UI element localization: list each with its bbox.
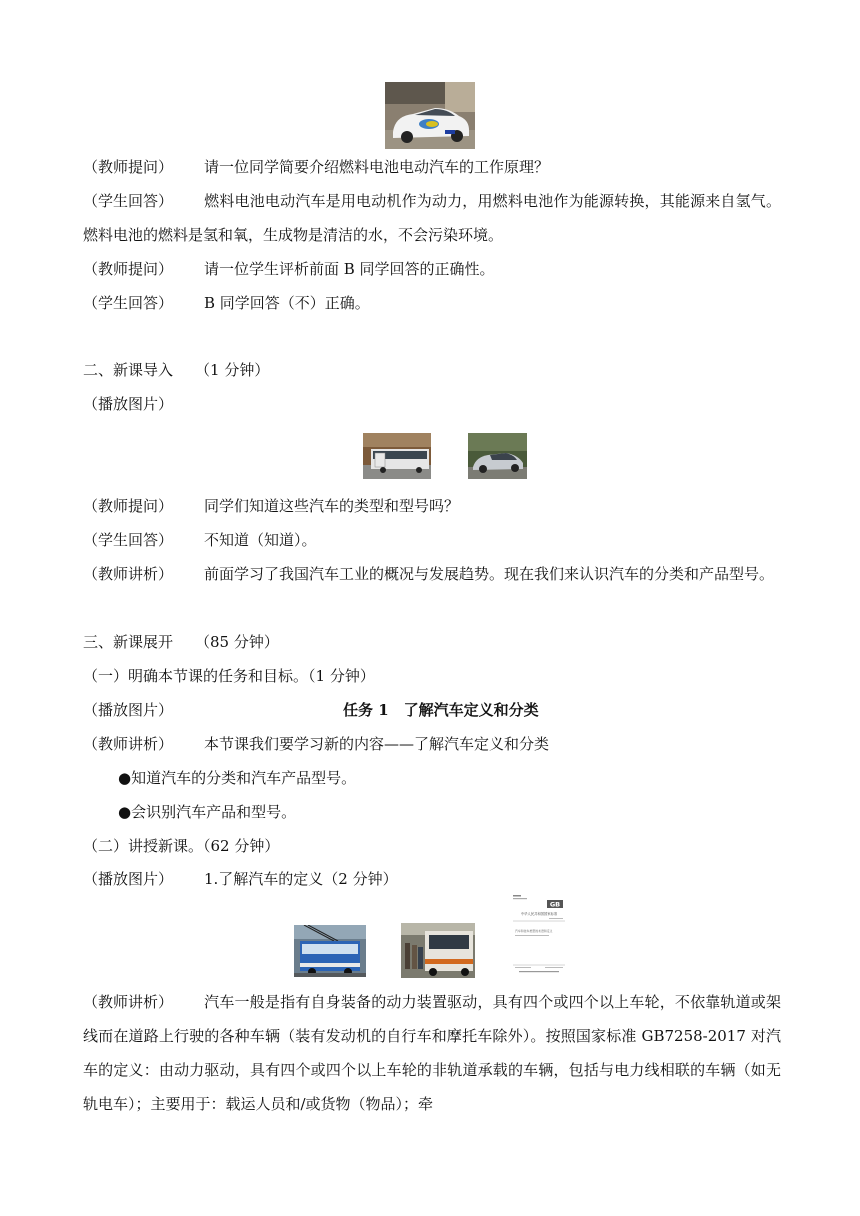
qa-text: 前面学习了我国汽车工业的概况与发展趋势。现在我们来认识汽车的分类和产品型号。 xyxy=(204,565,775,583)
articulated-bus-photo xyxy=(363,433,431,479)
qa-text: 不知道（知道）。 xyxy=(204,531,317,549)
gb-title-text: 汽车和挂车类型的术语和定义 xyxy=(515,929,553,933)
section-title: 三、新课展开 xyxy=(83,633,174,651)
qa-text: 同学们知道这些汽车的类型和型号吗？ xyxy=(204,497,460,515)
task-title: 任务 1 了解汽车定义和分类 xyxy=(343,701,539,719)
qa-text: 本节课我们要学习新的内容——了解汽车定义和分类 xyxy=(204,735,550,753)
qa-text: 请一位学生评析前面 B 同学回答的正确性。 xyxy=(204,260,495,278)
speaker-label: （教师提问） xyxy=(83,497,174,515)
subsection-text: （一）明确本节课的任务和目标。（1 分钟） xyxy=(83,667,375,685)
topic-text: 1.了解汽车的定义（2 分钟） xyxy=(204,870,398,888)
definition-paragraph xyxy=(83,985,781,1121)
goal-item xyxy=(83,768,818,788)
speaker-label: （教师提问） xyxy=(83,260,174,278)
task-row xyxy=(83,700,783,720)
goal-text: ●会识别汽车产品和型号。 xyxy=(118,803,297,821)
gb-logo-text: GB xyxy=(549,900,561,909)
section-heading xyxy=(83,360,783,380)
gb-header-text: 中华人民共和国国家标准 xyxy=(520,912,558,916)
qa-text: 燃料电池电动汽车是用电动机作为动力，用燃料电池作为能源转换，其能源来自氢气。燃料电池的燃料是氢和氧，生成物是清洁的水，不会污染环境。 xyxy=(83,192,781,244)
qa-paragraph xyxy=(83,557,781,591)
speaker-label: （学生回答） xyxy=(83,531,174,549)
gb-standard-document xyxy=(509,893,569,976)
trolleybus-photo xyxy=(294,925,366,977)
qa-text: 请一位同学简要介绍燃料电池电动汽车的工作原理？ xyxy=(204,158,550,176)
fuel-cell-car-photo xyxy=(385,82,475,149)
definition-text: 汽车一般是指有自身装备的动力装置驱动，具有四个或四个以上车轮，不依靠轨道或架线而在道路上行驶的各种车辆（装有发动机的自行车和摩托车除外）。按照国家标准 GB7258-2017 对汽车的定义：由动力驱动，具有四个或四个以上车轮的非轨道承载的车辆，包括与电力线相联的车辆（如无轨电车）；主要用于：载运人员和/或货物（物品）；牵 xyxy=(83,993,781,1113)
qa-row xyxy=(83,259,783,279)
qa-paragraph xyxy=(83,184,781,252)
play-pictures-note xyxy=(83,394,783,414)
note-text: （播放图片） xyxy=(83,395,174,413)
qa-row xyxy=(83,734,783,754)
subsection-heading xyxy=(83,836,783,856)
silver-sedan-photo xyxy=(468,433,527,479)
speaker-label: （播放图片） xyxy=(83,701,174,719)
qa-row xyxy=(83,530,783,550)
speaker-label: （教师讲析） xyxy=(83,565,174,583)
goal-text: ●知道汽车的分类和汽车产品型号。 xyxy=(118,769,357,787)
speaker-label: （教师讲析） xyxy=(83,993,174,1011)
qa-row xyxy=(83,293,783,313)
section-title: 二、新课导入 xyxy=(83,361,174,379)
qa-row xyxy=(83,157,783,177)
speaker-label: （教师提问） xyxy=(83,158,174,176)
qa-row xyxy=(83,496,783,516)
city-bus-photo xyxy=(401,923,475,978)
speaker-label: （播放图片） xyxy=(83,870,174,888)
subsection-text: （二）讲授新课。（62 分钟） xyxy=(83,837,280,855)
topic-row xyxy=(83,869,783,889)
section-heading xyxy=(83,632,783,652)
goal-item xyxy=(83,802,818,822)
speaker-label: （学生回答） xyxy=(83,294,174,312)
speaker-label: （学生回答） xyxy=(83,192,174,210)
qa-text: B 同学回答（不）正确。 xyxy=(204,294,370,312)
section-time: （85 分钟） xyxy=(195,633,279,651)
section-time: （1 分钟） xyxy=(195,361,270,379)
speaker-label: （教师讲析） xyxy=(83,735,174,753)
subsection-heading xyxy=(83,666,783,686)
